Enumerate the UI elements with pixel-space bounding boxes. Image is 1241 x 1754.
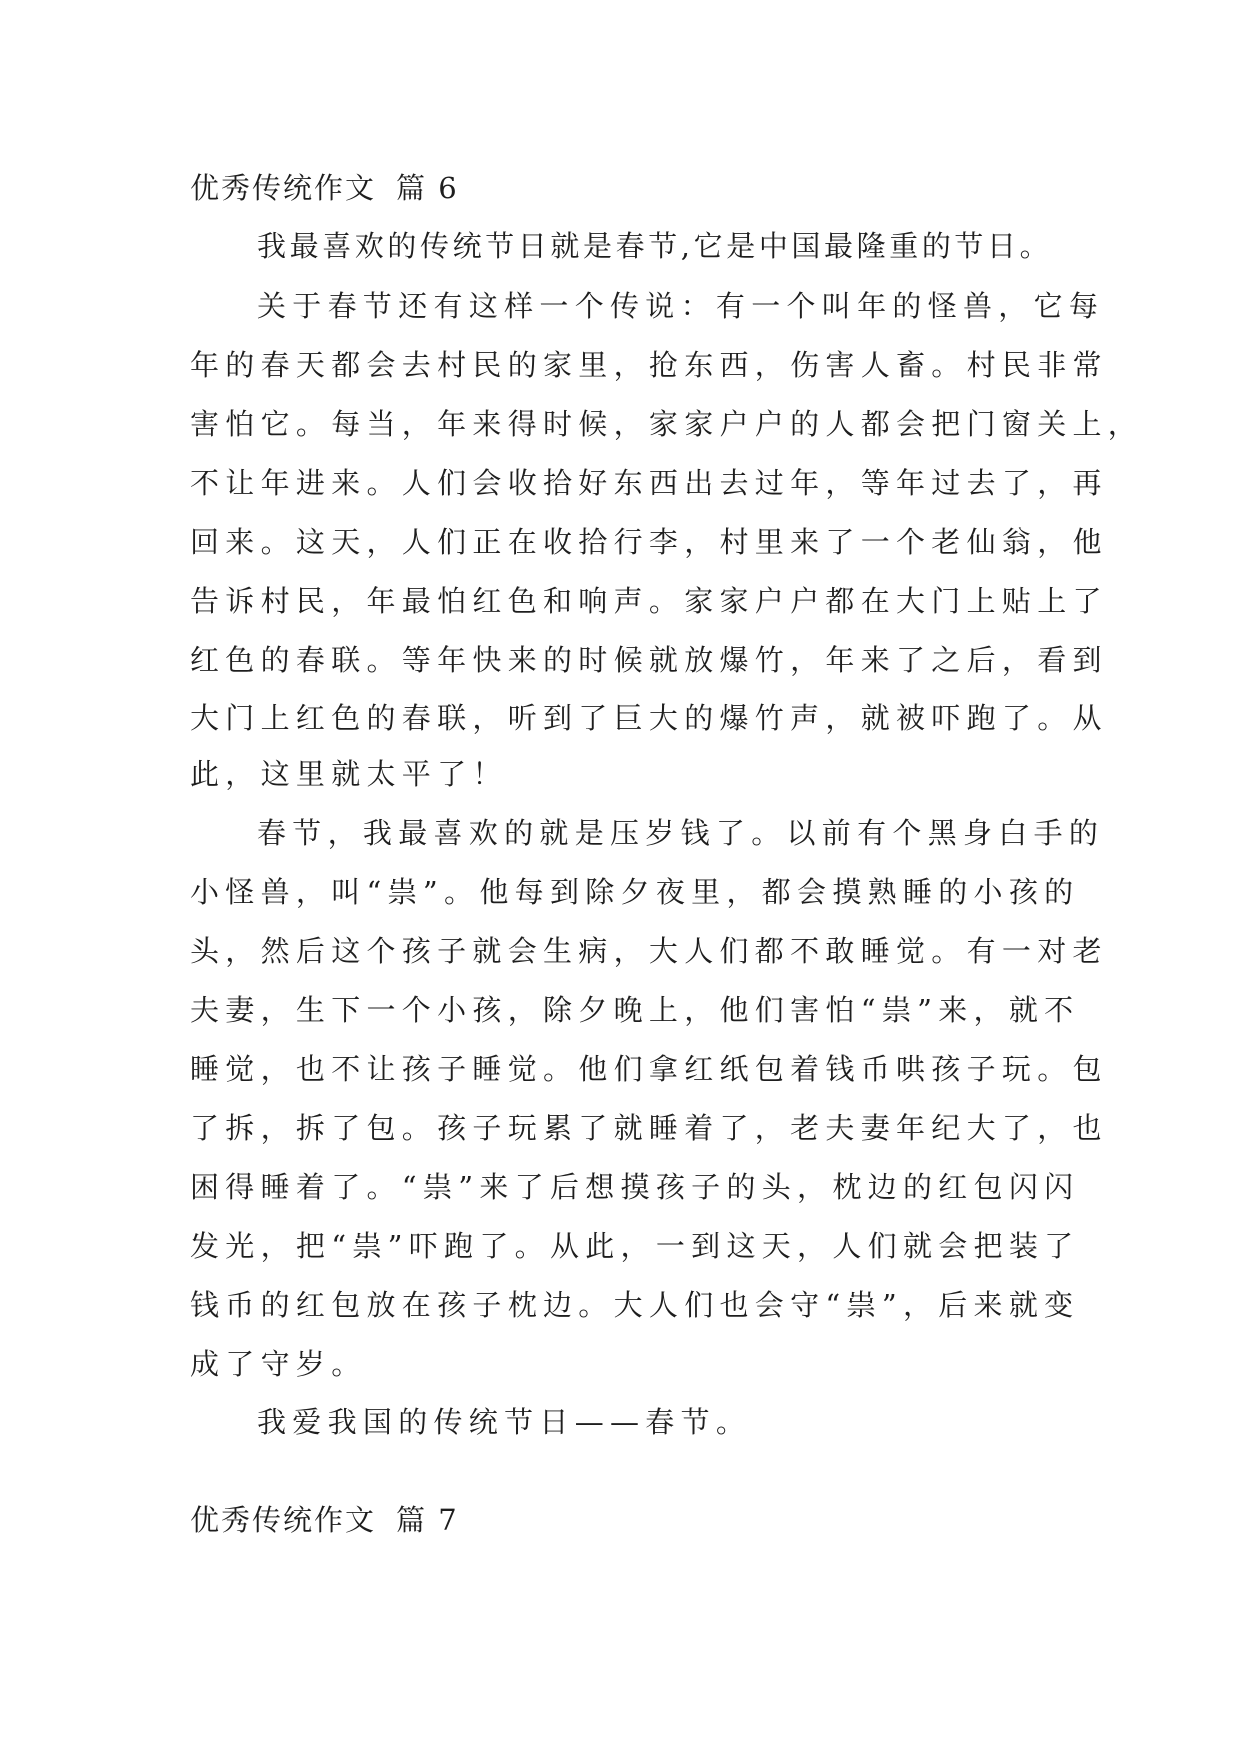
paragraph-line: 困得睡着了。“祟”来了后想摸孩子的头，枕边的红包闪闪: [190, 1170, 1080, 1204]
section-heading-7: [190, 1500, 459, 1540]
paragraph-line: 告诉村民，年最怕红色和响声。家家户户都在大门上贴上了: [190, 584, 1108, 618]
section-number: 篇 7: [396, 1503, 459, 1537]
paragraph-line: 大门上红色的春联，听到了巨大的爆竹声，就被吓跑了。从: [190, 701, 1108, 735]
paragraph-line: 小怪兽，叫“祟”。他每到除夕夜里，都会摸熟睡的小孩的: [190, 875, 1080, 909]
section-title: 优秀传统作文: [190, 1503, 377, 1537]
paragraph-line: 关于春节还有这样一个传说：有一个叫年的怪兽，它每: [257, 289, 1105, 323]
paragraph-line: 睡觉，也不让孩子睡觉。他们拿红纸包着钱币哄孩子玩。包: [190, 1052, 1108, 1086]
paragraph-line: 不让年进来。人们会收拾好东西出去过年，等年过去了，再: [190, 466, 1108, 500]
paragraph-line: 害怕它。每当，年来得时候，家家户户的人都会把门窗关上，: [190, 407, 1144, 441]
section-heading-6: [190, 168, 459, 208]
paragraph-line: 钱币的红包放在孩子枕边。大人们也会守“祟”，后来就变: [190, 1288, 1080, 1322]
section-title: 优秀传统作文: [190, 171, 377, 205]
paragraph-line: 春节，我最喜欢的就是压岁钱了。以前有个黑身白手的: [257, 816, 1105, 850]
paragraph-line: 成了守岁。: [190, 1347, 367, 1381]
paragraph-line: 年的春天都会去村民的家里，抢东西，伤害人畜。村民非常: [190, 348, 1108, 382]
paragraph-line: 我爱我国的传统节日——春节。: [257, 1405, 752, 1439]
paragraph-line: 回来。这天，人们正在收拾行李，村里来了一个老仙翁，他: [190, 525, 1108, 559]
paragraph-line: 了拆，拆了包。孩子玩累了就睡着了，老夫妻年纪大了，也: [190, 1111, 1108, 1145]
paragraph-line: 我最喜欢的传统节日就是春节,它是中国最隆重的节日。: [257, 229, 1053, 263]
paragraph-line: 头，然后这个孩子就会生病，大人们都不敢睡觉。有一对老: [190, 934, 1108, 968]
section-number: 篇 6: [396, 171, 459, 205]
paragraph-line: 红色的春联。等年快来的时候就放爆竹，年来了之后，看到: [190, 643, 1108, 677]
paragraph-line: 发光，把“祟”吓跑了。从此，一到这天，人们就会把装了: [190, 1229, 1080, 1263]
paragraph-line: 此，这里就太平了！: [190, 757, 508, 791]
paragraph-line: 夫妻，生下一个小孩，除夕晚上，他们害怕“祟”来，就不: [190, 993, 1080, 1027]
